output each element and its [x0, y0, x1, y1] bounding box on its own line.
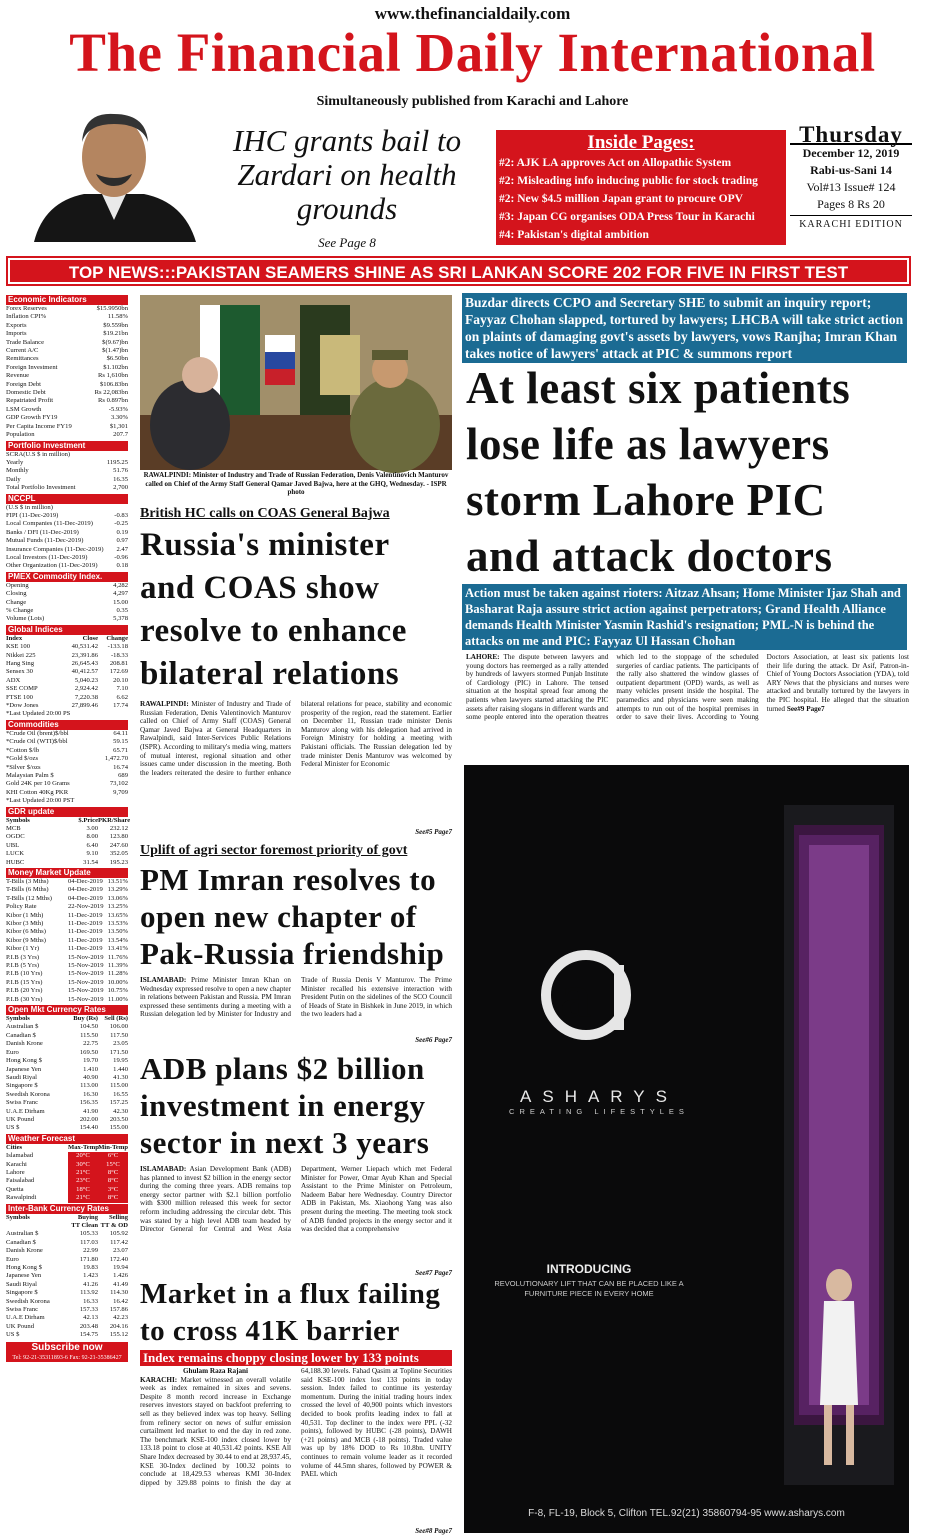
ad-intro: INTRODUCING — [546, 1262, 632, 1276]
sidebar-table-header: Symbols $.Price PKR/Share — [6, 816, 131, 824]
sidebar-row: Domestic Debt Rs 22,083bn — [6, 389, 128, 397]
sidebar-row: Population 207.7 — [6, 431, 128, 439]
story-body: ISLAMABAD: Prime Minister Imran Khan on Wednesday expressed resolve to open a new chapter in relations between Pakistan and Russia. PM Imran expressed these sentiments during a meeting with a Russian delegation led by Minister for Industry and Trade of Russia Denis V Manturov. The Prime Minister recalled his extensive interaction with President Putin on the sidelines of the SCO Council of Heads of State in Bishkek in June 2019, in which the two leaders had a — [140, 976, 452, 1019]
sidebar-row: Australian $ 105.33 105.92 — [6, 1230, 128, 1238]
sidebar-row: T-Bills (12 Mths) 04-Dec-2019 13.06% — [6, 894, 128, 902]
sidebar-row: Kibor (6 Mths) 11-Dec-2019 13.50% — [6, 928, 128, 936]
story-body: Ghulam Raza Rajani KARACHI: Market witnessed an overall volatile week as index remained in sixes and sevens. Despite 8 month record increase in Exchange reserves investors stayed on backfoot preferring to sell as they believed index was top heavy. Selling from refinery sector on news of sulfur emission curtailment led market to end the day in red zone. The benchmark KSE-100 index closed lower by 133.18 point to close at 40,531.42 points. KSE All Share Index decreased by 30.44 to end at 28,937.45, KSE 30-Index declined by 100.32 points to conclude at 18,429.53 whereas KMI 30-Index dipped by 329.88 points to finish the day at 64,188.30 levels. Fahad Qasim at Topline Securities said KSE-100 index lost 133 points in today session. Index failed to continue its yesterday momentum. During the initial trading hours index crossed the level of 40,900 points which investors decided to book profits leading index to fall at 40,531. Top decliner to the index were PPL (-32 points), followed by HUBC (-28 points), DAWH (+21 points) and MCB (-18 points). Traded value was up by 18% DOD to Rs 10.8bn. UNITY continues to remain volume leader as it recorded volume of 44.5mn shares, followed by POWER & PAEL which — [140, 1367, 452, 1487]
sidebar-row: Banks / DFI (11-Dec-2019) 0.19 — [6, 528, 128, 536]
sidebar-row: P.I.B (30 Yrs) 15-Nov-2019 11.00% — [6, 995, 128, 1003]
ad-line-2: FURNITURE PIECE IN EVERY HOME — [524, 1289, 654, 1298]
story-headline[interactable]: PM Imran resolves to open new chapter of Pak-Russia friendship — [140, 862, 445, 971]
sidebar-section-title: Economic Indicators — [6, 295, 128, 305]
sidebar-row: Euro 171.80 172.40 — [6, 1255, 128, 1263]
see-page-link[interactable]: See#9 Page7 — [786, 704, 825, 713]
story-pm — [140, 842, 452, 1044]
sidebar-row: OGDC 8.00 123.80 — [6, 833, 128, 841]
sidebar-row: HUBC 31.54 195.23 — [6, 858, 128, 866]
sidebar-row: SSE COMP 2,924.42 7.10 — [6, 685, 128, 693]
sidebar-section-title: Commodities — [6, 720, 128, 730]
sidebar-row: U.A.E Dirham 41.90 42.30 — [6, 1107, 128, 1115]
story-headline[interactable]: Russia's minister and COAS show resolve to enhance bilateral relations — [140, 527, 407, 692]
sidebar-row: Quetta 18°C 3°C — [6, 1186, 128, 1194]
sidebar-row: P.I.B (20 Yrs) 15-Nov-2019 10.75% — [6, 987, 128, 995]
asharys-advertisement[interactable] — [464, 765, 909, 1533]
story-body: ISLAMABAD: Asian Development Bank (ADB) has planned to invest $2 billion in the energy sector during the coming three years. ADB remains top energy sector partner with $2.1 billion portfolio with $300 million released this week for sector reform including addressing the circular debt. This was stated by a high level ADB team headed by Director General for Central and West Asia Department, Werner Liepach which met Federal Minister for Power, Omar Ayub Khan and Special Assistant to the Prime Minister on Petroleum, Nadeem Babar here Wednesday. Country Director ADB in Pakistan, Ms. Xiaohong Yang was also present during the meeting. The meeting took stock of ADB funded projects in the energy sector and it was decided that a comprehensive — [140, 1165, 452, 1234]
sidebar-row: Local Companies (11-Dec-2019) -0.25 — [6, 520, 128, 528]
sidebar-row: Swiss Franc 156.35 157.25 — [6, 1099, 128, 1107]
sidebar-row: P.I.B (3 Yrs) 15-Nov-2019 11.76% — [6, 953, 128, 961]
sidebar-table-header: Index Close Change — [6, 634, 128, 642]
sidebar-row: Canadian $ 117.03 117.42 — [6, 1238, 128, 1246]
sidebar-row: T-Bills (3 Mths) 04-Dec-2019 13.51% — [6, 877, 128, 885]
sidebar-section-title: Weather Forecast — [6, 1134, 128, 1144]
sidebar-row: Canadian $ 115.50 117.50 — [6, 1031, 128, 1039]
sidebar-row: MCB 3.00 232.12 — [6, 824, 128, 832]
sidebar-section-title: NCCPL — [6, 494, 128, 504]
sidebar-row: Imports $19.21bn — [6, 330, 128, 338]
sidebar-row: Swedish Korona 16.30 16.55 — [6, 1090, 128, 1098]
inside-pages-box — [496, 130, 786, 245]
sidebar-row: Hong Kong $ 19.83 19.94 — [6, 1264, 128, 1272]
pic-story-body: LAHORE: The dispute between lawyers and young doctors has reemerged as a rally attended by hundreds of lawyers stormed Punjab Institute of Cardiology (PIC) in Lahore. The tensed situation at the hospital spread fear among the patients when lawyers started attacking the PIC assets after raising slogans in different wards and some people entered into the operation theatres which led to the stoppage of the scheduled surgeries of cardiac patients. The participants of the rally also shattered the window glasses of outpatient department (OPD) wards, as well as many vehicles present inside the hospital. The paramedics and physicians were seen making attempts to run out of the hospital premises in order to save their lives. According to Young Doctors Association, at least six patients lost their life during the attack. Dr Asif, Patron-in-Chief of Young Doctors Association (YDA), told ARY News that the physicians and nurses were attacked and brutally tortured by the lawyers in the PIC hospital. He alleged that the situation turned See#9 Page7 — [466, 653, 909, 722]
inside-item[interactable]: #2: Misleading info inducing public for stock trading — [499, 175, 758, 187]
sidebar-row: Kibor (3 Mth) 11-Dec-2019 13.53% — [6, 920, 128, 927]
see-page-link[interactable]: See#5 Page7 — [415, 828, 452, 836]
inside-pages-title: Inside Pages: — [587, 132, 695, 153]
sidebar-row: Volume (Lots) 5,378 — [6, 615, 128, 623]
sidebar-row: Malaysian Palm $ 689 — [6, 771, 128, 779]
sidebar-row: Policy Rate 22-Nov-2019 13.25% — [6, 903, 128, 911]
contact-info: Tel: 92-21-35311893-6 Fax: 92-21-35386427 — [6, 1354, 128, 1362]
story-adb — [140, 1050, 452, 1277]
sidebar-row: Rawalpindi 21°C 8°C — [6, 1194, 128, 1202]
sidebar-row: Faisalabad 23°C 8°C — [6, 1177, 128, 1185]
story-headline[interactable]: Market in a flux failing to cross 41K barrier — [140, 1278, 441, 1347]
volume-issue: Vol#13 Issue# 124 — [806, 180, 896, 194]
sidebar-row: Nikkei 225 23,391.86 -18.33 — [6, 651, 128, 659]
sidebar-row: T-Bills (6 Mths) 04-Dec-2019 13.29% — [6, 886, 128, 894]
sidebar-row: Repatriated Profit Rs 0.897bn — [6, 397, 128, 405]
weekday: Thursday — [790, 126, 912, 145]
sidebar-row: Hang Sing 26,645.43 208.81 — [6, 660, 128, 668]
sidebar-row: FTSE 100 7,220.38 6.62 — [6, 693, 128, 701]
story-subhead: Index remains choppy closing lower by 133 points — [140, 1350, 452, 1366]
sidebar-row: Danish Krone 22.75 23.05 — [6, 1040, 128, 1048]
sidebar-row: *Silver $/ozs 16.74 — [6, 763, 128, 771]
sidebar-row: Swiss Franc 157.33 157.86 — [6, 1306, 128, 1314]
sidebar-row: Change 15.00 — [6, 598, 128, 606]
ad-tagline: CREATING LIFESTYLES — [509, 1107, 689, 1116]
sidebar-row: Yearly 1195.25 — [6, 458, 128, 466]
sidebar-section-title: Portfolio Investment — [6, 441, 128, 451]
sidebar-row: KSE 100 40,531.42 -133.18 — [6, 643, 128, 651]
sidebar-row: P.I.B (5 Yrs) 15-Nov-2019 11.39% — [6, 962, 128, 970]
newspaper-title: The Financial Daily International — [69, 22, 876, 83]
sidebar-row: LUCK 9.10 352.05 — [6, 850, 128, 858]
sidebar-row: Total Portfolio Investment 2,700 — [6, 484, 128, 492]
sidebar-section-title: Money Market Update — [6, 868, 128, 878]
sidebar-row: Swedish Korona 16.33 16.42 — [6, 1297, 128, 1305]
date: December 12, 2019 — [802, 146, 900, 160]
sidebar-table-header: TT Clean TT & OD — [71, 1222, 128, 1229]
sidebar-row: Exports $9.559bn — [6, 321, 128, 329]
subscribe-button[interactable]: Subscribe now — [6, 1342, 128, 1354]
sidebar-row: Saudi Riyal 41.26 41.49 — [6, 1280, 128, 1288]
zardari-photo — [14, 102, 214, 242]
sidebar-row: Danish Krone 22.99 23.07 — [6, 1247, 128, 1255]
see-page-link[interactable]: See#7 Page7 — [415, 1269, 452, 1277]
sidebar-section-title: Inter-Bank Currency Rates — [6, 1204, 128, 1214]
sidebar-row: Insurance Companies (11-Dec-2019) 2.47 — [6, 545, 128, 553]
sidebar-section-title: GDR update — [6, 807, 128, 817]
sidebar-row: Closing 4,297 — [6, 590, 128, 598]
sidebar-row: UK Pound 202.00 203.50 — [6, 1115, 128, 1123]
masthead-subtitle: Simultaneously published from Karachi and Lahore — [316, 94, 629, 109]
sidebar-row: Kibor (1 Mth) 11-Dec-2019 13.65% — [6, 911, 128, 919]
sidebar-row: Trade Balance $(9.67)bn — [6, 338, 128, 346]
sidebar-row: % Change 0.35 — [6, 607, 128, 614]
sidebar-row: FIPI (11-Dec-2019) -0.83 — [6, 511, 128, 519]
sidebar-row: Other Organization (11-Dec-2019) 0.18 — [6, 562, 128, 570]
sidebar-row: Gold 24K per 10 Grams 73,102 — [6, 780, 128, 788]
sidebar-table-header: Symbols Buying Selling — [6, 1213, 128, 1221]
site-url[interactable]: www.thefinancialdaily.com — [374, 4, 571, 23]
market-sidebar — [6, 294, 131, 1534]
ad-line-1: REVOLUTIONARY LIFT THAT CAN BE PLACED LIKE A — [494, 1279, 684, 1288]
photo-caption: RAWALPINDI: Minister of Industry and Trade of Russian Federation, Denis Valentinovich Manturov called on Chief of the Army Staff General Qamar Javed Bajwa, here at the GHQ, Wednesday. - ISPR photo — [143, 471, 449, 496]
inside-item[interactable]: #4: Pakistan's digital ambition — [499, 229, 649, 241]
story-headline[interactable]: ADB plans $2 billion investment in energy sector in next 3 years — [140, 1051, 430, 1160]
edition: KARACHI EDITION — [790, 215, 912, 233]
story-kicker[interactable]: Uplift of agri sector foremost priority of govt — [140, 843, 408, 858]
sidebar-row: Singapore $ 113.00 115.00 — [6, 1082, 128, 1090]
sidebar-row: Hong Kong $ 19.70 19.95 — [6, 1057, 128, 1065]
sidebar-section-title: PMEX Commodity Index. — [6, 572, 128, 582]
sidebar-row: Monthly 51.76 — [6, 467, 128, 475]
bajwa-manturov-photo — [140, 295, 452, 470]
sidebar-row: Karachi 30°C 15°C — [6, 1161, 128, 1169]
sidebar-row: UBL 6.40 247.60 — [6, 841, 128, 849]
top-news-ticker[interactable]: TOP NEWS:::PAKISTAN SEAMERS SHINE AS SRI LANKAN SCORE 202 FOR FIVE IN FIRST TEST — [8, 258, 909, 284]
sidebar-section-title: Open Mkt Currency Rates — [6, 1005, 128, 1015]
see-page-link[interactable]: See#8 Page7 — [415, 1527, 452, 1535]
sidebar-note: *Last Updated 20:00 PST — [6, 797, 75, 805]
sidebar-row: Singapore $ 113.92 114.30 — [6, 1289, 128, 1297]
sidebar-row: Opening 4,282 — [6, 581, 128, 589]
sidebar-row: Per Capita Income FY19 $1,301 — [6, 422, 128, 430]
inside-item[interactable]: #3: Japan CG organises ODA Press Tour in Karachi — [499, 211, 755, 223]
pic-subheads: Buzdar directs CCPO and Secretary SHE to submit an inquiry report; Fayyaz Chohan slapped, tortured by lawyers; LHCBA will take strict action on plaints of damaging govt's assets by lawyers, vows Ranjha; Imran Khan takes notice of lawyers' attack at PIC & summons report — [462, 293, 907, 363]
see-page-link[interactable]: See#6 Page7 — [415, 1036, 452, 1044]
sidebar-row: P.I.B (15 Yrs) 15-Nov-2019 10.00% — [6, 978, 128, 986]
inside-item[interactable]: #2: AJK LA approves Act on Allopathic System — [499, 157, 732, 169]
sidebar-note: *Last Updated 20:00 PS — [6, 710, 71, 718]
ad-footer[interactable]: F-8, FL-19, Block 5, Clifton TEL.92(21) 35860794-95 www.asharys.com — [528, 1508, 845, 1519]
sidebar-row: SCRA(U.S $ in million) — [6, 450, 71, 458]
story-body: RAWALPINDI: Minister of Industry and Trade of Russian Federation, Denis Valentinovich Manturov called on Chief of Army Staff (COAS) General Qamar Javed Bajwa at General Headquarters in Rawalpindi, said Inter-Services Public Relations (ISPR). According to military's media wing, matters of mutual interest, regional situation and other issues came under discussion in the meeting. Both the leaders reiterated the desire to further enhance bilateral relations for peace, stability and economic prosperity of the region, read the statement. Earlier on December 11, Russian trade minister Denis Manturov along with his delegation had arrived in Foreign Ministry for holding a meeting with Pakistani officials. The Russian delegation led by trade minister Denis Manturov was welcomed by Federal Minister for Economic — [140, 700, 452, 777]
sidebar-row: UK Pound 203.48 204.16 — [6, 1322, 128, 1330]
sidebar-row: Remittances $6.50bn — [6, 355, 128, 363]
sidebar-row: Current A/C $(1.47)bn — [6, 347, 128, 355]
sidebar-row: KHI Cotton 40Kg PKR 9,709 — [6, 788, 128, 796]
sidebar-row: LSM Growth -5.93% — [6, 405, 128, 413]
sidebar-row: ADX 5,040.23 20.10 — [6, 676, 128, 684]
pic-subheads-2: Action must be taken against rioters: Aitzaz Ahsan; Home Minister Ijaz Shah and Basharat Raja assure strict action against perpetrators; Grand Health Alliance demands Health Minister Yasmin Rashid's resignation; PML-N is behind the attacks on me and PIC: Fayyaz Ul Hassan Chohan — [462, 584, 907, 650]
sidebar-row: *Dow Jones 27,899.46 17.74 — [6, 702, 128, 710]
sidebar-row: GDP Growth FY19 3.30% — [6, 414, 128, 422]
sidebar-row: *Gold $/ozs 1,472.70 — [6, 755, 128, 763]
sidebar-row: Foreign Debt $106.83bn — [6, 380, 128, 388]
sidebar-row: Australian $ 104.50 106.00 — [6, 1023, 128, 1031]
story-russia — [140, 505, 452, 836]
sidebar-row: Lahore 21°C 8°C — [6, 1169, 128, 1177]
sidebar-table-header: Symbols Buy (Rs) Sell (Rs) — [6, 1015, 128, 1023]
ad-brand: ASHARYS — [520, 1087, 678, 1106]
sidebar-row: P.I.B (10 Yrs) 15-Nov-2019 11.28% — [6, 970, 128, 978]
sidebar-row: *Crude Oil (brent)$/bbl 64.11 — [6, 729, 128, 737]
sidebar-row: Revenue Rs 1,610bn — [6, 372, 128, 380]
sidebar-table-header: Cities Max-Temp Min-Temp — [6, 1143, 128, 1151]
pic-headline[interactable]: At least six patients lose life as lawyers storm Lahore PIC and attack doctors — [466, 363, 851, 581]
sidebar-row: U.A.E Dirham 42.13 42.23 — [6, 1314, 128, 1322]
sidebar-row: Kibor (9 Mths) 11-Dec-2019 13.54% — [6, 936, 128, 944]
lead-see-page: See Page 8 — [318, 235, 376, 250]
sidebar-row: Saudi Riyal 40.90 41.30 — [6, 1073, 128, 1081]
sidebar-row: Kibor (1 Yr) 11-Dec-2019 13.41% — [6, 945, 128, 953]
sidebar-row: Japanese Yen 1.410 1.440 — [6, 1065, 128, 1073]
hijri-date: Rabi-us-Sani 14 — [810, 163, 892, 177]
lead-headline[interactable]: IHC grants bail to Zardari on health grounds — [232, 123, 462, 226]
sidebar-row: Mutual Funds (11-Dec-2019) 0.97 — [6, 537, 128, 545]
sidebar-row: Sensex 30 40,412.57 172.69 — [6, 668, 128, 676]
sidebar-row: Euro 169.50 171.50 — [6, 1048, 128, 1056]
sidebar-row: Local Investors (11-Dec-2019) -0.96 — [6, 553, 128, 561]
inside-item[interactable]: #2: New $4.5 million Japan grant to procure OPV — [499, 193, 743, 205]
sidebar-row: Islamabad 20°C 6°C — [6, 1152, 128, 1160]
sidebar-section-title: Global Indices — [6, 625, 128, 635]
sidebar-row: Japanese Yen 1.423 1.426 — [6, 1272, 128, 1280]
lead-story[interactable] — [222, 124, 472, 260]
story-kicker[interactable]: British HC calls on COAS General Bajwa — [140, 506, 390, 521]
dateline-box — [790, 122, 912, 244]
sidebar-row: US $ 154.75 155.12 — [6, 1331, 128, 1339]
svg-text:a: a — [560, 963, 591, 1031]
sidebar-row: *Crude Oil (WTI)$/bbl 59.15 — [6, 738, 128, 746]
sidebar-row: US $ 154.40 155.00 — [6, 1124, 128, 1132]
sidebar-row: Forex Reserves $15.9950bn — [6, 305, 128, 312]
sidebar-row: (U.S $ in million) — [6, 503, 53, 511]
sidebar-row: Daily 16.35 — [6, 475, 128, 483]
sidebar-row: Foreign Investment $1.102bn — [6, 363, 128, 371]
story-market — [140, 1276, 452, 1535]
sidebar-row: *Cotton $/lb 65.71 — [6, 746, 128, 754]
pages-price: Pages 8 Rs 20 — [817, 197, 885, 211]
sidebar-row: Inflation CPI% 11.58% — [6, 313, 128, 321]
